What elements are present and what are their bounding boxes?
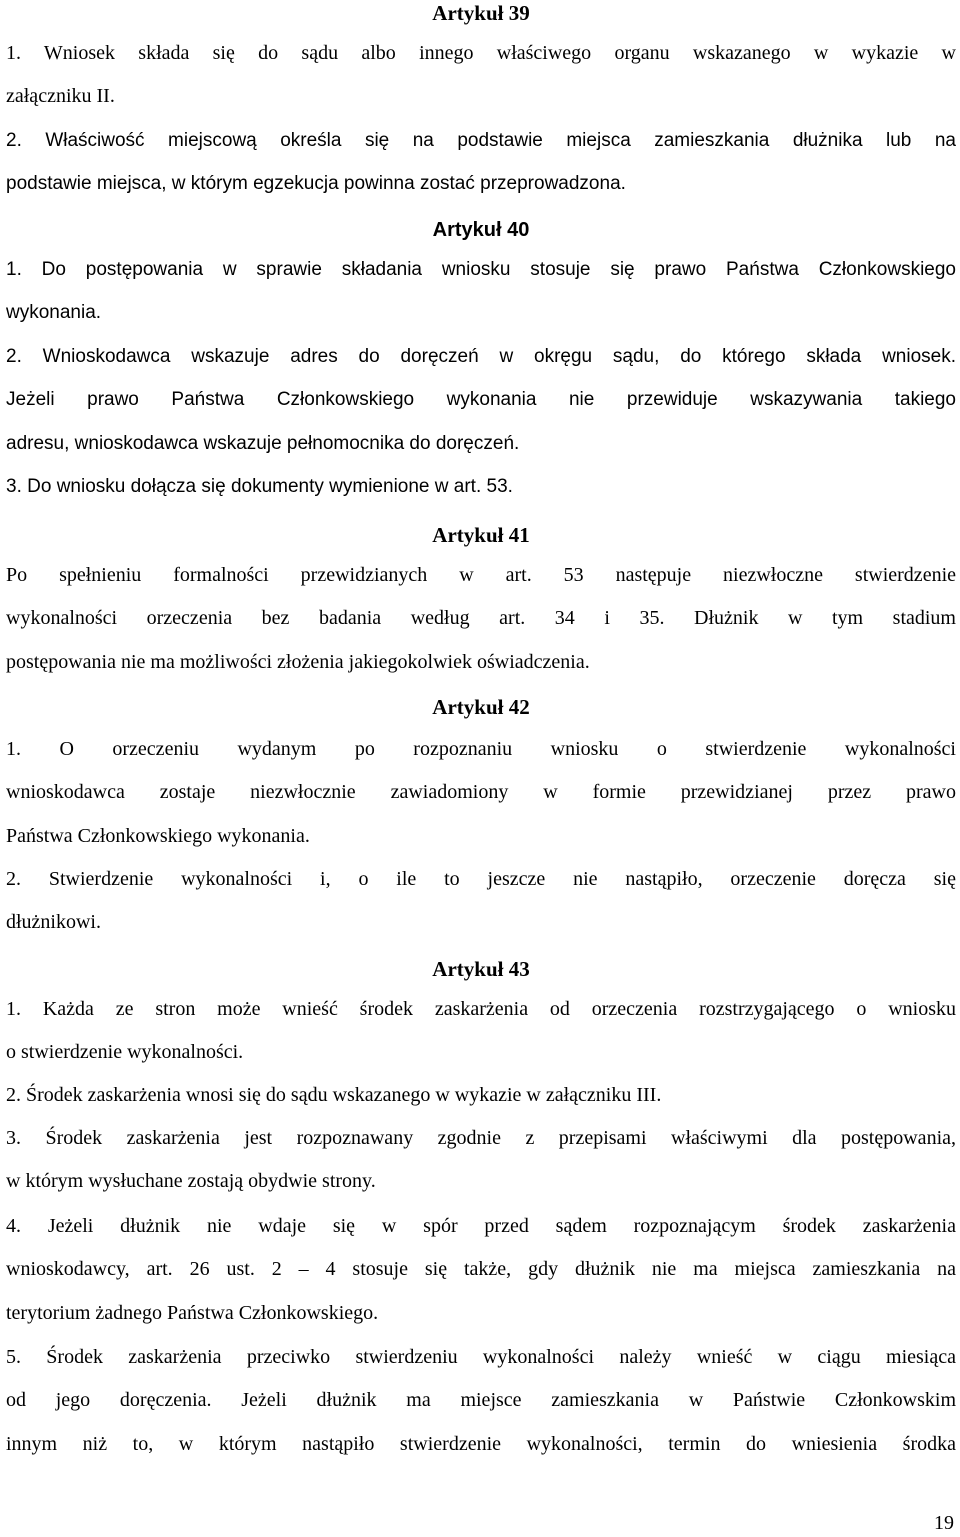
paragraph-line: wnioskodawca zostaje niezwłocznie zawiadomiony w formie przewidzianej przez prawo: [6, 781, 956, 804]
article-41-heading: Artykuł 41: [432, 523, 530, 547]
article-43-paragraph-2: [6, 1074, 956, 1117]
paragraph-line: 2. Wnioskodawca wskazuje adres do doręczeń w okręgu sądu, do którego składa wniosek.: [6, 346, 956, 367]
article-40-paragraph-3: [6, 465, 956, 508]
paragraph-line: adresu, wnioskodawca wskazuje pełnomocnika do doręczeń.: [6, 432, 520, 454]
paragraph-line: o stwierdzenie wykonalności.: [6, 1041, 244, 1064]
paragraph-line: wnioskodawcy, art. 26 ust. 2 – 4 stosuje się także, gdy dłużnik nie ma miejsca zamieszkania na: [6, 1258, 956, 1281]
article-42-paragraph-2: [6, 858, 956, 945]
paragraph-line: 5. Środek zaskarżenia przeciwko stwierdzeniu wykonalności należy wnieść w ciągu miesiąca: [6, 1346, 956, 1368]
paragraph-line: Jeżeli prawo Państwa Członkowskiego wykonania nie przewiduje wskazywania takiego: [6, 389, 956, 411]
paragraph-line: dłużnikowi.: [6, 911, 101, 934]
paragraph-line: 3. Środek zaskarżenia jest rozpoznawany zgodnie z przepisami właściwymi dla postępowania,: [6, 1127, 956, 1149]
article-43-heading: Artykuł 43: [432, 957, 530, 981]
paragraph-line: 1. Każda ze stron może wnieść środek zaskarżenia od orzeczenia rozstrzygającego o wniosku: [6, 998, 956, 1020]
paragraph-line: wykonalności orzeczenia bez badania według art. 34 i 35. Dłużnik w tym stadium: [6, 607, 956, 630]
article-40-paragraph-2: [6, 335, 956, 465]
paragraph-line: 2. Środek zaskarżenia wnosi się do sądu wskazanego w wykazie w załączniku III.: [6, 1084, 662, 1106]
article-43-paragraph-5: [6, 1336, 956, 1466]
article-39-paragraph-1: [6, 32, 956, 119]
article-41-paragraph: [6, 554, 956, 684]
article-43-paragraph-3: [6, 1117, 956, 1204]
article-39-paragraph-2: [6, 119, 956, 206]
article-40-paragraph-1: [6, 248, 956, 335]
paragraph-line: od jego doręczenia. Jeżeli dłużnik ma miejsce zamieszkania w Państwie Członkowskim: [6, 1389, 956, 1412]
paragraph-line: 1. Wniosek składa się do sądu albo innego właściwego organu wskazanego w wykazie w: [6, 42, 956, 64]
page-number: 19: [934, 1512, 954, 1534]
paragraph-line: w którym wysłuchane zostają obydwie strony.: [6, 1170, 376, 1193]
paragraph-line: wykonania.: [6, 302, 102, 324]
paragraph-line: 1. O orzeczeniu wydanym po rozpoznaniu wniosku o stwierdzenie wykonalności: [6, 738, 956, 760]
article-43-paragraph-4: [6, 1205, 956, 1335]
article-43-paragraph-1: [6, 988, 956, 1075]
paragraph-line: załączniku II.: [6, 85, 115, 108]
paragraph-line: innym niż to, w którym nastąpiło stwierdzenie wykonalności, termin do wniesienia środka: [6, 1432, 956, 1455]
paragraph-line: 2. Właściwość miejscową określa się na podstawie miejsca zamieszkania dłużnika lub na: [6, 130, 956, 151]
paragraph-line: 1. Do postępowania w sprawie składania wniosku stosuje się prawo Państwa Członkowskiego: [6, 259, 956, 280]
article-40-heading: Artykuł 40: [432, 219, 530, 241]
article-39-heading: Artykuł 39: [432, 1, 530, 25]
paragraph-line: Państwa Członkowskiego wykonania.: [6, 824, 310, 847]
paragraph-line: terytorium żadnego Państwa Członkowskiego.: [6, 1301, 379, 1324]
paragraph-line: podstawie miejsca, w którym egzekucja powinna zostać przeprowadzona.: [6, 173, 626, 195]
article-42-paragraph-1: [6, 728, 956, 858]
paragraph-line: Po spełnieniu formalności przewidzianych w art. 53 następuje niezwłoczne stwierdzenie: [6, 564, 956, 586]
paragraph-line: postępowania nie ma możliwości złożenia jakiegokolwiek oświadczenia.: [6, 650, 590, 673]
paragraph-line: 4. Jeżeli dłużnik nie wdaje się w spór przed sądem rozpoznającym środek zaskarżenia: [6, 1215, 956, 1237]
paragraph-line: 3. Do wniosku dołącza się dokumenty wymienione w art. 53.: [6, 476, 513, 497]
paragraph-line: 2. Stwierdzenie wykonalności i, o ile to jeszcze nie nastąpiło, orzeczenie doręcza się: [6, 868, 956, 890]
article-42-heading: Artykuł 42: [432, 695, 530, 719]
